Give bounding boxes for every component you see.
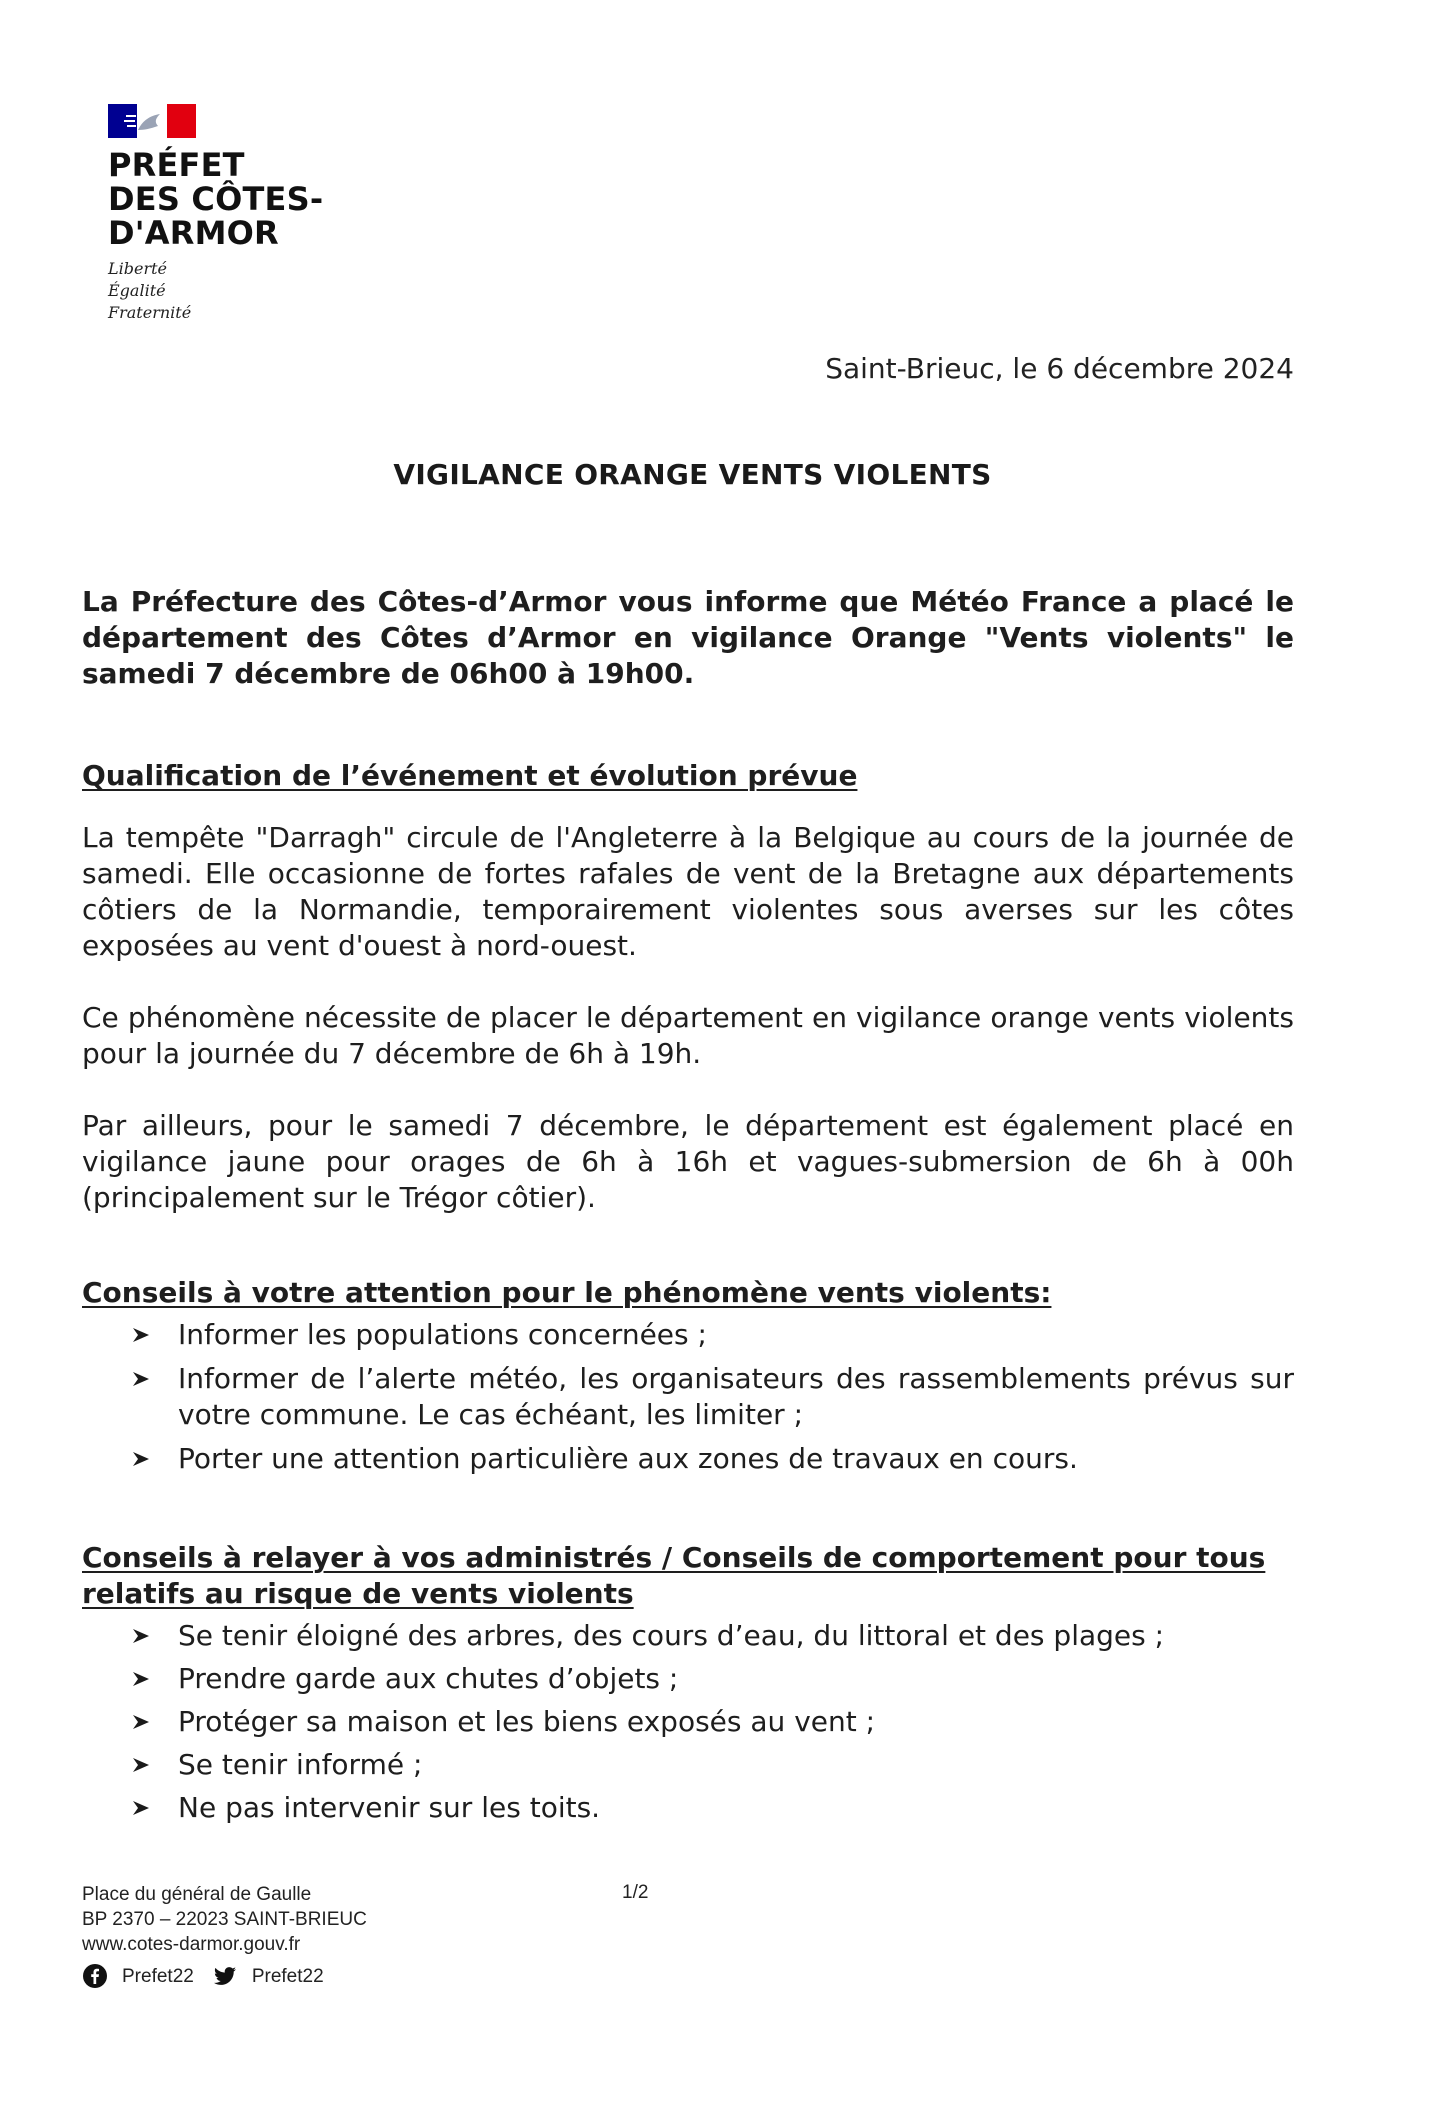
arrow-bullet-icon	[132, 1371, 150, 1387]
footer-address: Place du général de Gaulle	[82, 1884, 312, 1905]
marianne-flag-icon	[108, 104, 196, 138]
prefet-line: DES CÔTES-	[108, 180, 324, 218]
prefecture-logo	[108, 104, 323, 324]
list-item	[82, 1747, 1294, 1783]
section-heading: Conseils à relayer à vos administrés / Conseils de comportement pour tous relatifs au risque de vents violents	[82, 1541, 1266, 1610]
social-links	[82, 1963, 367, 1989]
list-item	[82, 1704, 1294, 1740]
arrow-bullet-icon	[132, 1451, 150, 1467]
section-qualification	[82, 758, 1294, 1216]
prefet-line: PRÉFET	[108, 146, 245, 184]
bullet-list	[82, 1618, 1294, 1826]
bullet-list	[82, 1317, 1294, 1477]
facebook-icon[interactable]	[82, 1963, 108, 1989]
list-item	[82, 1661, 1294, 1697]
document-date: Saint-Brieuc, le 6 décembre 2024	[825, 352, 1294, 385]
list-item-text: Informer les populations concernées ;	[178, 1318, 707, 1351]
paragraph: Par ailleurs, pour le samedi 7 décembre, le département est également placé en vigilance jaune pour orages de 6h à 16h et vagues-submersion de 6h à 00h (principalement sur le Trégor côtier).	[82, 1109, 1294, 1214]
list-item-text: Ne pas intervenir sur les toits.	[178, 1791, 601, 1824]
section-heading: Conseils à votre attention pour le phénomène vents violents:	[82, 1276, 1052, 1309]
list-item-text: Prendre garde aux chutes d’objets ;	[178, 1662, 679, 1695]
intro-paragraph: La Préfecture des Côtes-d’Armor vous informe que Météo France a placé le département des Côtes d’Armor en vigilance Orange "Vents violents" le samedi 7 décembre de 06h00 à 19h00.	[82, 585, 1294, 690]
arrow-bullet-icon	[132, 1757, 150, 1773]
motto-egalite: Égalité	[108, 281, 166, 300]
footer-website-link[interactable]: www.cotes-darmor.gouv.fr	[82, 1934, 301, 1955]
arrow-bullet-icon	[132, 1800, 150, 1816]
list-item	[82, 1618, 1294, 1654]
page-number: 1/2	[622, 1882, 649, 1903]
list-item-text: Porter une attention particulière aux zones de travaux en cours.	[178, 1442, 1078, 1475]
arrow-bullet-icon	[132, 1628, 150, 1644]
list-item	[82, 1361, 1294, 1433]
list-item	[82, 1790, 1294, 1826]
motto-fraternite: Fraternité	[108, 303, 192, 322]
section-heading: Qualification de l’événement et évolution prévue	[82, 759, 858, 792]
facebook-handle[interactable]: Prefet22	[122, 1965, 194, 1987]
section-conseils-relayer	[82, 1540, 1294, 1833]
list-item	[82, 1441, 1294, 1477]
arrow-bullet-icon	[132, 1671, 150, 1687]
section-conseils-attention	[82, 1275, 1294, 1485]
list-item-text: Protéger sa maison et les biens exposés au vent ;	[178, 1705, 876, 1738]
list-item	[82, 1317, 1294, 1353]
list-item-text: Informer de l’alerte météo, les organisateurs des rassemblements prévus sur votre commune. Le cas échéant, les limiter ;	[178, 1362, 1294, 1431]
motto-liberte: Liberté	[108, 259, 167, 278]
paragraph: La tempête "Darragh" circule de l'Angleterre à la Belgique au cours de la journée de samedi. Elle occasionne de fortes rafales de vent de la Bretagne aux départements côtiers de la Normandie, temporairement violentes sous averses sur les côtes exposées au vent d'ouest à nord-ouest.	[82, 821, 1294, 962]
twitter-icon[interactable]	[212, 1963, 238, 1989]
list-item-text: Se tenir éloigné des arbres, des cours d’eau, du littoral et des plages ;	[178, 1619, 1165, 1652]
footer-postal: BP 2370 – 22023 SAINT-BRIEUC	[82, 1909, 367, 1930]
list-item-text: Se tenir informé ;	[178, 1748, 423, 1781]
arrow-bullet-icon	[132, 1714, 150, 1730]
twitter-handle[interactable]: Prefet22	[251, 1965, 324, 1987]
prefet-line: D'ARMOR	[108, 214, 279, 252]
prefet-name	[108, 148, 323, 250]
republic-motto	[108, 258, 323, 324]
paragraph: Ce phénomène nécessite de placer le département en vigilance orange vents violents pour la journée du 7 décembre de 6h à 19h.	[82, 1001, 1294, 1070]
page-footer	[82, 1882, 367, 1989]
document-title: VIGILANCE ORANGE VENTS VIOLENTS	[393, 458, 992, 491]
arrow-bullet-icon	[132, 1327, 150, 1343]
